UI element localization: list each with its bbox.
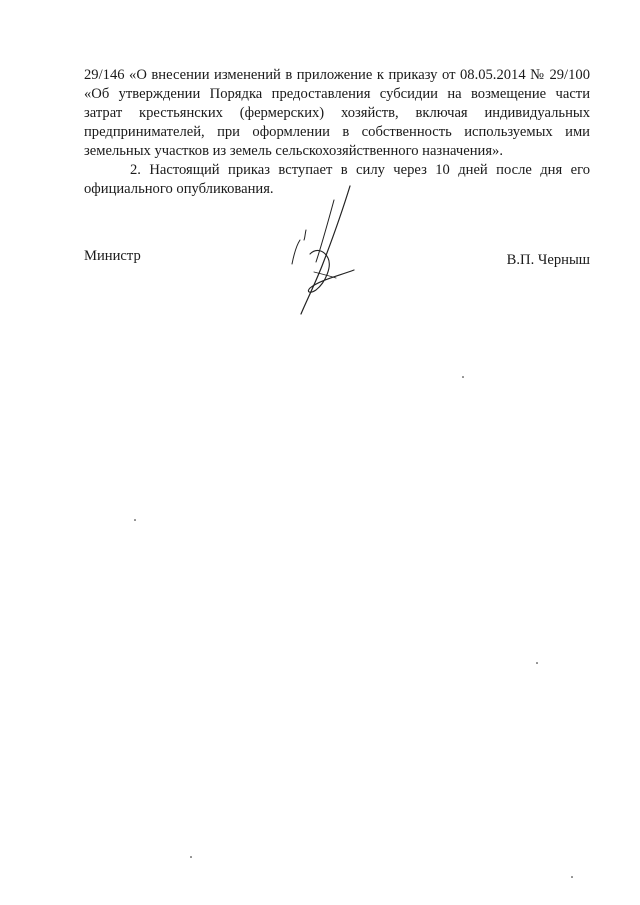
text-line: 2. Настоящий приказ вступает в силу через 10 дней после дня его: [130, 162, 590, 178]
text-line: «Об утверждении Порядка предоставления субсидии на возмещение части: [84, 86, 590, 102]
scan-speck: [190, 856, 192, 858]
text-line: земельных участков из земель сельскохозяйственного назначения».: [84, 143, 503, 159]
scan-speck: [134, 519, 136, 521]
scan-speck: [536, 662, 538, 664]
document-body: [84, 66, 590, 199]
handwritten-signature: [276, 182, 366, 317]
text-line: 29/146 «О внесении изменений в приложение к приказу от 08.05.2014 № 29/100: [84, 67, 590, 83]
text-line: официального опубликования.: [84, 181, 274, 197]
scan-speck: [462, 376, 464, 378]
signatory-position: Министр: [84, 248, 141, 264]
text-line: затрат крестьянских (фермерских) хозяйств, включая индивидуальных: [84, 105, 590, 121]
paragraph-amendment: [84, 66, 590, 161]
scan-speck: [571, 876, 573, 878]
text-line: предпринимателей, при оформлении в собственность используемых ими: [84, 124, 590, 140]
signatory-name: В.П. Черныш: [506, 252, 590, 268]
